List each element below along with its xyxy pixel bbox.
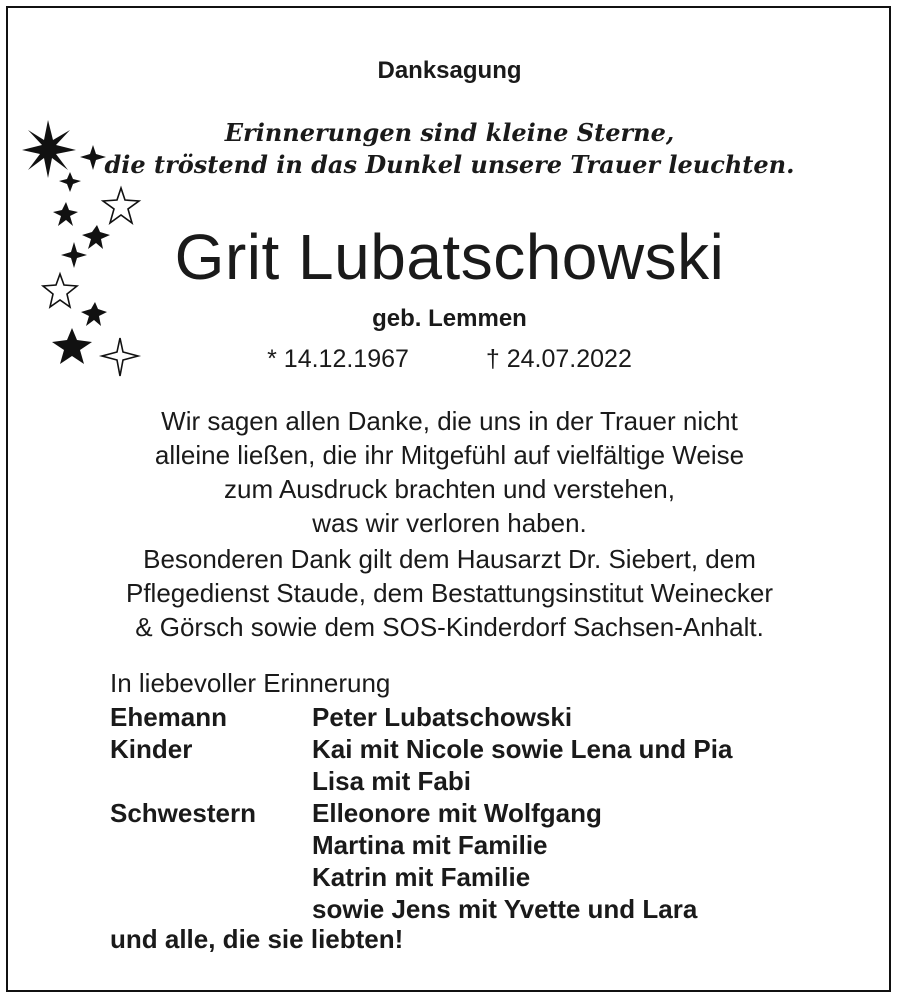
birth-date: * 14.12.1967 [267,345,409,373]
signature-intro: In liebevoller Erinnerung [110,668,391,698]
relation-value-sisters-1: Elleonore mit Wolfgang [312,798,602,828]
relation-label-children: Kinder [110,734,193,764]
quote-line-2: die tröstend in das Dunkel unsere Trauer leuchten. [104,150,795,179]
thanks-paragraph-1 [0,404,899,540]
quote-line-1: Erinnerungen sind kleine Sterne, [224,118,675,147]
deceased-name: Grit Lubatschowski [174,221,725,293]
closing-line: und alle, die sie liebten! [110,924,404,954]
relation-label-husband: Ehemann [110,702,228,732]
relation-label-sisters: Schwestern [110,798,256,828]
relation-value-sisters-2: Martina mit Familie [312,830,548,860]
text-line: Besonderen Dank gilt dem Hausarzt Dr. Siebert, dem [143,544,756,574]
relation-value-sisters-3: Katrin mit Familie [312,862,531,892]
text-line: zum Ausdruck brachten und verstehen, [224,474,675,504]
relation-value-husband: Peter Lubatschowski [312,702,573,732]
text-line: alleine ließen, die ihr Mitgefühl auf vielfältige Weise [154,440,745,470]
text-line: Pflegedienst Staude, dem Bestattungsinstitut Weinecker [125,578,773,608]
relation-value-children-1: Kai mit Nicole sowie Lena und Pia [312,734,733,764]
relation-value-children-2: Lisa mit Fabi [312,766,471,796]
relation-value-sisters-4: sowie Jens mit Yvette und Lara [312,894,698,924]
maiden-name: geb. Lemmen [372,305,527,332]
text-line: was wir verloren haben. [312,508,587,538]
life-dates [0,345,899,374]
death-date: † 24.07.2022 [485,345,632,373]
thanks-paragraph-2 [0,542,899,644]
text-line: Wir sagen allen Danke, die uns in der Trauer nicht [161,406,738,436]
text-line: & Görsch sowie dem SOS-Kinderdorf Sachsen-Anhalt. [135,612,764,642]
page-title: Danksagung [377,57,522,84]
